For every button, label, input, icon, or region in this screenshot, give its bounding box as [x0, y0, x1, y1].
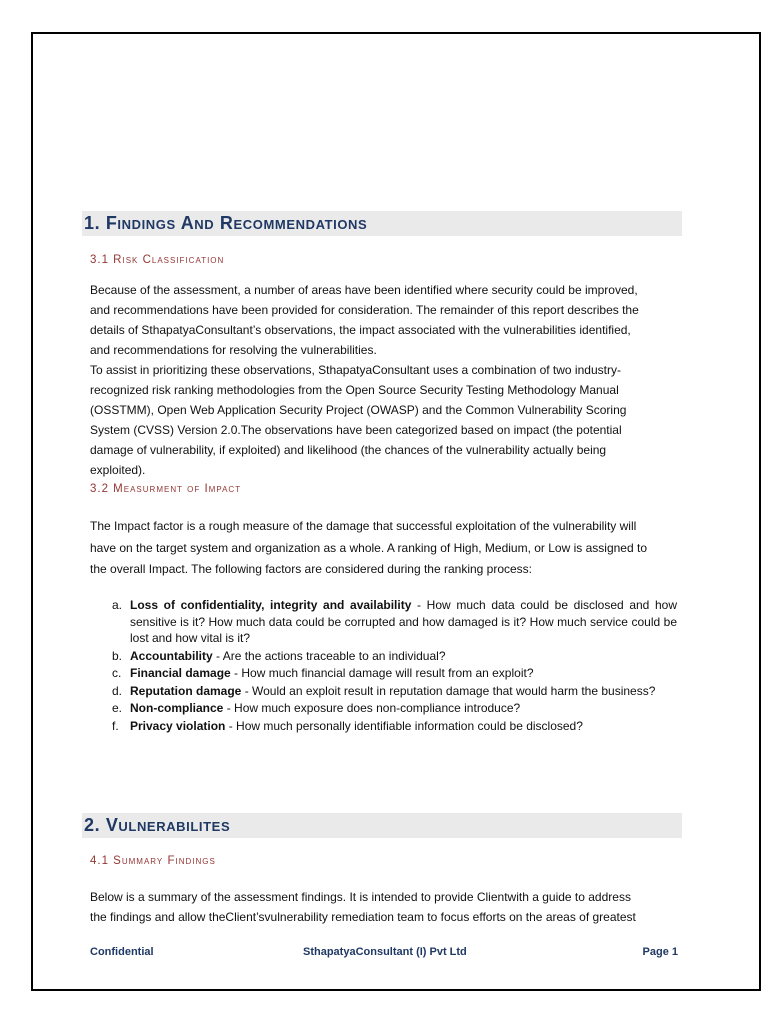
paragraph-risk-methodology — [90, 360, 677, 480]
factor-term: Reputation damage — [130, 683, 242, 698]
text-line: recognized risk ranking methodologies from the Open Source Security Testing Methodology Manual — [90, 383, 619, 397]
text-line: The Impact factor is a rough measure of the damage that successful exploitation of the vulnerability will — [90, 519, 637, 533]
factor-term: Accountability — [130, 648, 213, 663]
text-line: damage of vulnerability, if exploited) and likelihood (the chances of the vulnerability actually being — [90, 443, 607, 457]
text-line: Below is a summary of the assessment findings. It is intended to provide Clientwith a guide to address — [90, 890, 631, 904]
impact-factors-list — [90, 597, 677, 735]
list-marker: f. — [112, 718, 119, 733]
list-marker: a. — [112, 598, 123, 612]
page-border — [31, 32, 761, 991]
section-heading: 1. Findings And Recommendations — [84, 213, 368, 233]
section-heading-bar — [82, 211, 682, 236]
factor-term: Loss of confidentiality, integrity and availability — [130, 598, 412, 612]
factor-description: - Are the actions traceable to an individual? — [212, 648, 446, 663]
text-line: (OSSTMM), Open Web Application Security Project (OWASP) and the Common Vulnerability Scoring — [90, 403, 627, 417]
text-line: have on the target system and organization as a whole. A ranking of High, Medium, or Low is assigned to — [90, 540, 647, 555]
text-line: details of SthapatyaConsultant’s observations, the impact associated with the vulnerabilities identified, — [90, 323, 631, 337]
factor-term: Privacy violation — [130, 718, 226, 733]
subsection-heading: 3.1 Risk Classification — [90, 254, 225, 266]
footer-company: SthapatyaConsultant (I) Pvt Ltd — [303, 946, 467, 958]
list-marker: e. — [112, 701, 123, 715]
paragraph-impact — [90, 516, 677, 581]
section-heading: 2. Vulnerabilites — [84, 815, 231, 835]
subsection-heading: 3.2 Measurment of Impact — [90, 483, 242, 495]
footer-page-number: Page 1 — [642, 946, 678, 958]
list-item — [112, 683, 677, 700]
text-line: the overall Impact. The following factors are considered during the ranking process: — [90, 562, 533, 576]
factor-term: Financial damage — [130, 666, 231, 680]
text-line: Because of the assessment, a number of areas have been identified where security could be improved, — [90, 283, 638, 297]
text-line: System (CVSS) Version 2.0.The observations have been categorized based on impact (the potential — [90, 423, 622, 437]
list-marker: d. — [112, 683, 123, 698]
section-heading-bar — [82, 813, 682, 838]
factor-description: - How much financial damage will result from an exploit? — [230, 666, 534, 680]
text-line: and recommendations for resolving the vulnerabilities. — [90, 343, 377, 357]
factor-description: - How much exposure does non-compliance introduce? — [223, 701, 521, 715]
subsection-heading: 4.1 Summary Findings — [90, 855, 216, 867]
list-item — [112, 597, 677, 647]
footer-confidential: Confidential — [90, 946, 154, 958]
factor-term: Non-compliance — [130, 701, 224, 715]
factor-description: - Would an exploit result in reputation damage that would harm the business? — [241, 683, 656, 698]
list-marker: b. — [112, 648, 123, 663]
factor-description: - How much data could be disclosed and how sensitive is it? How much data could be corrupted and how damaged is it? How much service could be lost and how vital is it? — [130, 598, 677, 645]
list-item — [112, 718, 677, 735]
list-item — [112, 700, 677, 717]
text-line: and recommendations have been provided for consideration. The remainder of this report describes the — [90, 303, 639, 317]
text-line: To assist in prioritizing these observations, SthapatyaConsultant uses a combination of two industry- — [90, 363, 621, 377]
factor-description: - How much personally identifiable information could be disclosed? — [225, 718, 583, 733]
list-marker: c. — [112, 666, 122, 680]
text-line: exploited). — [90, 463, 146, 477]
paragraph-risk-intro — [90, 280, 677, 360]
list-item — [112, 648, 677, 665]
text-line: the findings and allow theClient’svulnerability remediation team to focus efforts on the areas of greatest — [90, 910, 636, 924]
list-item — [112, 665, 677, 682]
paragraph-summary — [90, 887, 677, 927]
